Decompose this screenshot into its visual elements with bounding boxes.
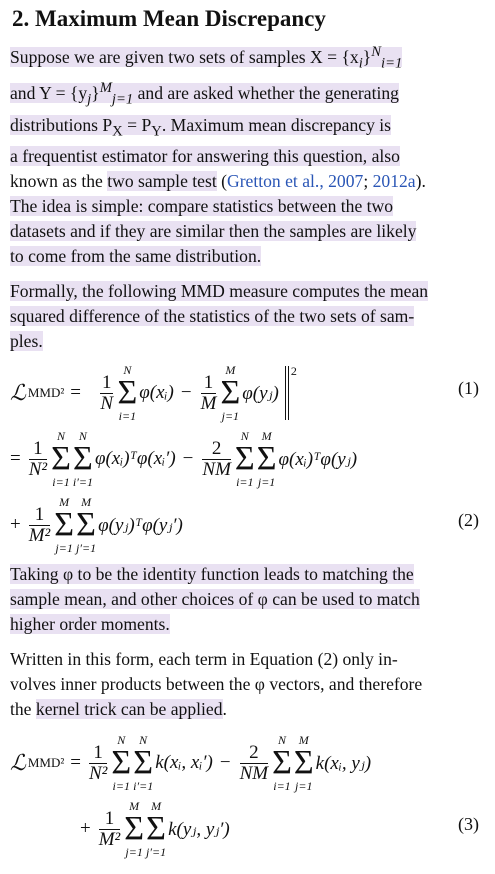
sum-operator: M Σ j′=1 <box>76 495 97 556</box>
paragraph-formal <box>10 279 485 354</box>
fraction-1-over-N2: $\frac{1}{\text{N²}}$ <box>28 437 48 480</box>
paragraph-intro: Suppose we are given two sets of samples $X = \{x_i\}^N_{i=1}$ and $Y = \{y_j\}^M_{j=1}$ and are asked whether the generating distributions $P_X = P_Y$. Maximum mean discrepancy is a frequentist estimator for answering this question, also known as the two sample test (Gretton et al., 2007; 2012a). The idea is simple: compare statistics between the two datasets and if they are similar then the samples are likely to come from the same distribution. <box>10 44 426 267</box>
citation-link-2012a[interactable]: 2012a <box>372 171 416 192</box>
text-line: Formally, the following MMD measure computes the mean <box>10 281 429 302</box>
sum-operator: N Σ i=1 <box>117 363 138 424</box>
fraction-1-over-N: $\frac{1}{N}$ <box>100 371 114 414</box>
sum-operator: N Σ i=1 <box>234 429 255 490</box>
equation-1: ℒ MMD² = $\frac{1}{N}$ N Σ i=1 φ(xᵢ) − $\frac{1}{M}$ M Σ j=1 φ(yⱼ) $^2$ (1) <box>10 363 479 424</box>
equation-3-line-2: + $\frac{1}{\text{M²}}$ M Σ j=1 M Σ j′=1 k(yⱼ, yⱼ′) (3) <box>80 799 479 860</box>
equation-number: (2) <box>458 510 479 531</box>
text-line: distributions $P_X = P_Y$. Maximum mean discrepancy is <box>10 114 392 140</box>
sum-operator: N Σ i=1 <box>272 733 292 794</box>
section-title: 2. Maximum Mean Discrepancy <box>12 6 326 31</box>
paragraph-identity <box>10 562 485 637</box>
text-line: Suppose we are given two sets of samples $X = \{x_i\}^N_{i=1}$ <box>10 44 403 72</box>
fraction-1-over-M2: $\frac{1}{\text{M²}}$ <box>28 503 51 546</box>
fraction-2-over-NM: $\frac{2}{NM}$ <box>239 741 269 784</box>
sum-operator: M Σ j=1 <box>293 733 314 794</box>
equation-2-line-2: + $\frac{1}{\text{M²}}$ M Σ j=1 M Σ j′=1 φ(yⱼ)ᵀφ(yⱼ′) (2) <box>10 495 479 556</box>
sum-operator: M Σ j′=1 <box>146 799 167 860</box>
text-line: volves inner products between the φ vectors, and therefore <box>10 674 423 695</box>
text-line: Written in this form, each term in Equation (2) only in- <box>10 649 398 670</box>
equation-number: (3) <box>458 814 479 835</box>
equation-3-line-1: ℒ MMD² = $\frac{1}{\text{N²}}$ N Σ i=1 N Σ i′=1 k(xᵢ, xᵢ′) − $\frac{2}{NM}$ N Σ i=1 M Σ j=1 k(xᵢ, yⱼ) <box>10 733 372 794</box>
paragraph-kernel: Written in this form, each term in Equation (2) only in- volves inner products between the φ vectors, and therefore the kernel trick can be applied. <box>10 649 423 720</box>
text-line: The idea is simple: compare statistics between the two <box>10 196 394 217</box>
sum-operator: M Σ j=1 <box>54 495 75 556</box>
highlight-two-sample-test: two sample test <box>107 171 217 192</box>
fraction-1-over-M: $\frac{1}{M}$ <box>200 371 217 414</box>
fraction-1-over-M2: $\frac{1}{\text{M²}}$ <box>98 807 121 850</box>
text-line: ples. <box>10 331 43 352</box>
loss-symbol: ℒ <box>10 750 26 776</box>
sum-operator: N Σ i′=1 <box>72 429 93 490</box>
text-line: squared difference of the statistics of the two sets of sam- <box>10 306 415 327</box>
highlight-kernel-trick: kernel trick can be applied <box>35 699 223 720</box>
sum-operator: M Σ j=1 <box>220 363 241 424</box>
text-line: Taking φ to be the identity function leads to matching the <box>10 564 414 585</box>
equation-2-line-1: = $\frac{1}{\text{N²}}$ N Σ i=1 N Σ i′=1 φ(xᵢ)ᵀφ(xᵢ′) − $\frac{2}{NM}$ N Σ i=1 M Σ j=1 φ(xᵢ)ᵀφ(yⱼ) <box>10 429 358 490</box>
loss-symbol: ℒ <box>10 380 26 406</box>
sum-operator: N Σ i=1 <box>51 429 71 490</box>
fraction-1-over-N2: $\frac{1}{\text{N²}}$ <box>88 741 108 784</box>
citation-link-gretton-2007[interactable]: Gretton et al., 2007 <box>226 171 364 192</box>
text-line: sample mean, and other choices of φ can be used to match <box>10 589 420 610</box>
equation-number: (1) <box>458 378 479 399</box>
text-line: to come from the same distribution. <box>10 246 262 267</box>
fraction-2-over-NM: $\frac{2}{NM}$ <box>202 437 231 480</box>
sum-operator: M Σ j=1 <box>256 429 277 490</box>
sum-operator: M Σ j=1 <box>124 799 145 860</box>
text-line: datasets and if they are similar then the samples are likely <box>10 221 417 242</box>
sum-operator: N Σ i=1 <box>111 733 132 794</box>
sum-operator: N Σ i′=1 <box>133 733 154 794</box>
page <box>0 6 495 874</box>
text-line: and $Y = \{y_j\}^M_{j=1}$ and are asked whether the generating <box>10 80 399 108</box>
text-line: a frequentist estimator for answering this question, also <box>10 146 400 167</box>
text-line: higher order moments. <box>10 614 170 635</box>
